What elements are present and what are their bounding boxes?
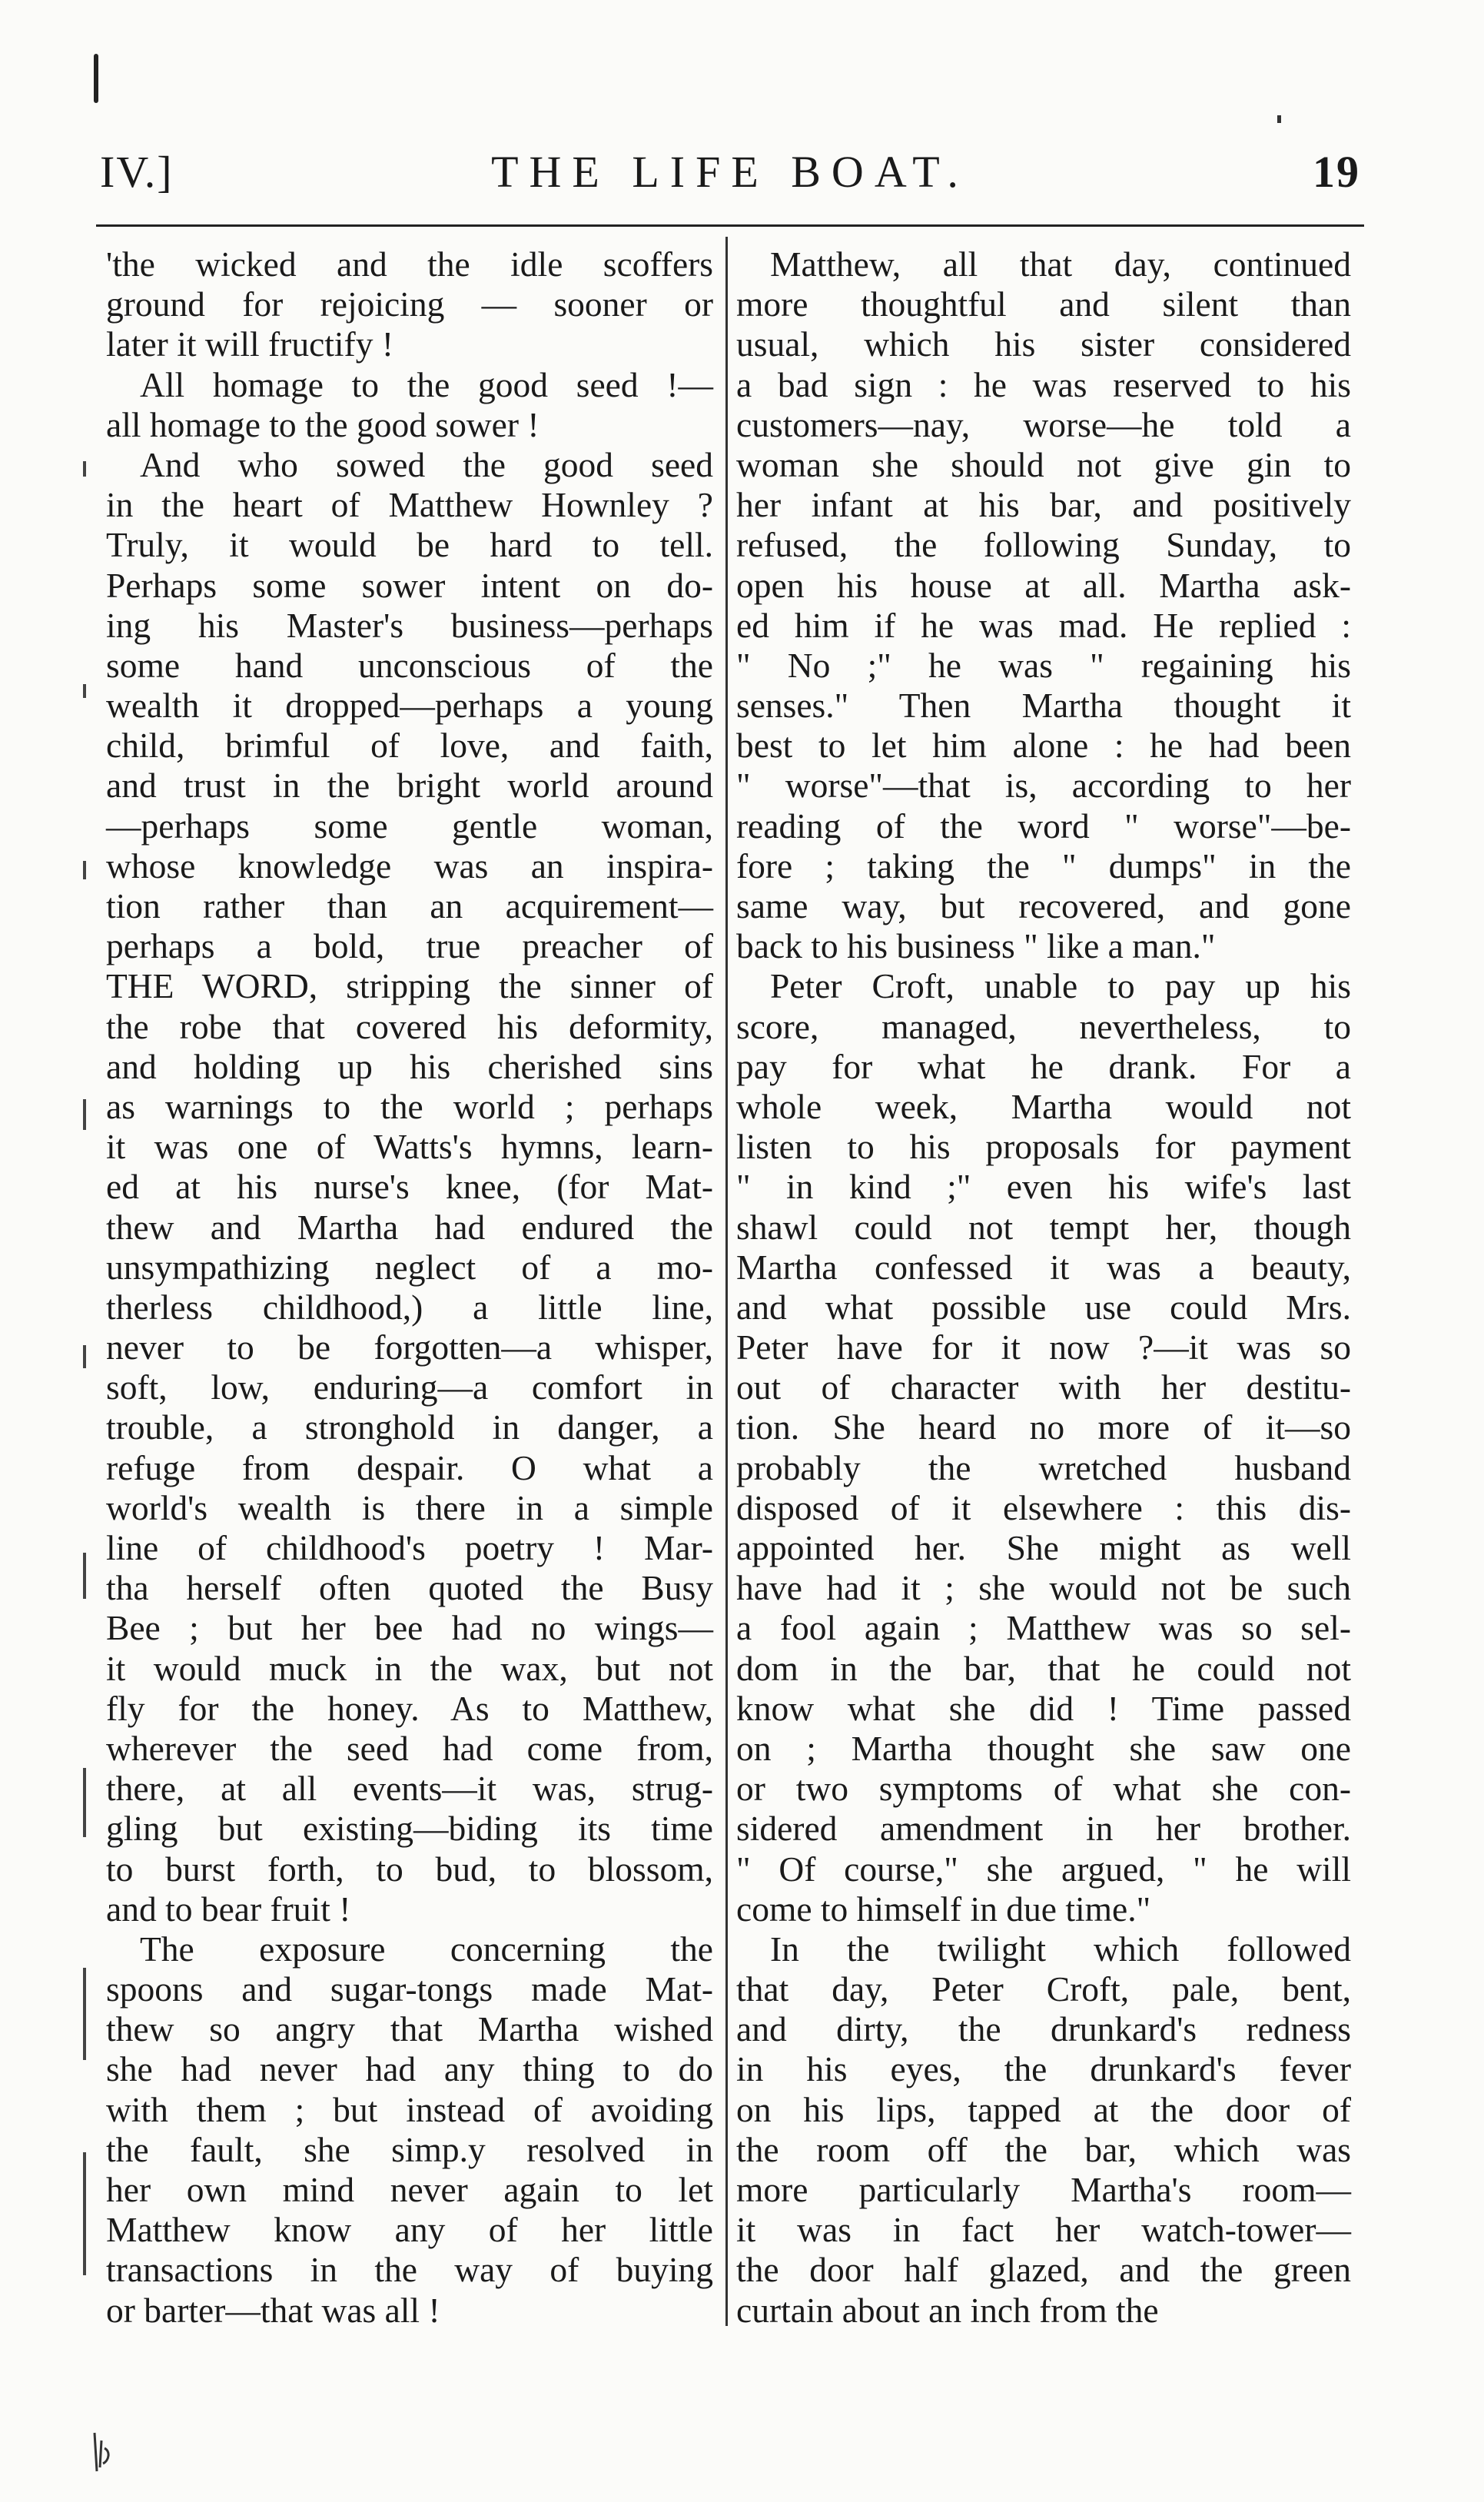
text-line: thew so angry that Martha wished — [106, 2009, 713, 2049]
text-line: it was one of Watts's hymns, learn- — [106, 1127, 713, 1167]
text-line: ground for rejoicing — sooner or — [106, 284, 713, 324]
text-line: world's wealth is there in a simple — [106, 1487, 713, 1527]
text-line: probably the wretched husband — [736, 1447, 1351, 1487]
text-line: score, managed, nevertheless, to — [736, 1006, 1351, 1046]
text-line: refused, the following Sunday, to — [736, 525, 1351, 565]
text-line: curtain about an inch from the — [736, 2290, 1159, 2330]
column-divider — [725, 237, 728, 2326]
text-line: the room off the bar, which was — [736, 2129, 1351, 2169]
text-line: senses." Then Martha thought it — [736, 686, 1351, 726]
text-line: Peter Croft, unable to pay up his — [770, 966, 1351, 1006]
text-line: ed at his nurse's knee, (for Mat- — [106, 1167, 713, 1207]
text-line: disposed of it elsewhere : this dis- — [736, 1487, 1351, 1527]
text-line: she had never had any thing to do — [106, 2049, 713, 2089]
text-line: child, brimful of love, and faith, — [106, 726, 713, 766]
page-number: 19 — [1313, 147, 1360, 197]
text-line: Matthew know any of her little — [106, 2210, 713, 2250]
text-line: tha herself often quoted the Busy — [106, 1568, 713, 1608]
text-line: and dirty, the drunkard's redness — [736, 2009, 1351, 2049]
text-line: with them ; but instead of avoiding — [106, 2089, 713, 2129]
text-line: the fault, she simp.y resolved in — [106, 2129, 713, 2169]
text-line: appointed her. She might as well — [736, 1528, 1351, 1567]
text-line: 'the wicked and the idle scoffers — [106, 244, 713, 284]
text-line: THE WORD, stripping the sinner of — [106, 966, 713, 1006]
text-line: on his lips, tapped at the door of — [736, 2089, 1351, 2129]
text-line: whose knowledge was an inspira- — [106, 846, 713, 886]
text-line: and to bear fruit ! — [106, 1889, 351, 1929]
text-line: wherever the seed had come from, — [106, 1728, 713, 1768]
text-line: to burst forth, to bud, to blossom, — [106, 1849, 713, 1889]
text-line: All homage to the good seed !— — [140, 364, 713, 404]
text-line: Truly, it would be hard to tell. — [106, 525, 713, 565]
text-line: same way, but recovered, and gone — [736, 886, 1351, 925]
left-column — [106, 244, 713, 2331]
margin-mark — [94, 54, 98, 103]
text-line: And who sowed the good seed — [140, 444, 713, 484]
text-line: listen to his proposals for payment — [736, 1127, 1351, 1167]
text-line: the door half glazed, and the green — [736, 2250, 1351, 2290]
text-line: Matthew, all that day, continued — [770, 244, 1351, 284]
text-line: shawl could not tempt her, though — [736, 1207, 1351, 1247]
text-line: dom in the bar, that he could not — [736, 1648, 1351, 1688]
text-line: in the heart of Matthew Hownley ? — [106, 485, 713, 525]
text-line: it would muck in the wax, but not — [106, 1648, 713, 1688]
text-line: usual, which his sister considered — [736, 324, 1351, 364]
text-line: some hand unconscious of the — [106, 645, 713, 685]
text-line: transactions in the way of buying — [106, 2250, 713, 2290]
text-line: " Of course," she argued, " he will — [736, 1849, 1351, 1889]
chapter-number: IV.] — [100, 147, 174, 197]
text-line: " worse"—that is, according to her — [736, 766, 1351, 806]
text-line: know what she did ! Time passed — [736, 1688, 1351, 1728]
text-line: tion. She heard no more of it—so — [736, 1407, 1351, 1447]
text-line: in his eyes, the drunkard's fever — [736, 2049, 1351, 2089]
text-line: later it will fructify ! — [106, 324, 393, 364]
text-line: fly for the honey. As to Matthew, — [106, 1688, 713, 1728]
text-line: Peter have for it now ?—it was so — [736, 1327, 1351, 1367]
right-column — [736, 244, 1351, 2331]
text-line: out of character with her destitu- — [736, 1367, 1351, 1407]
text-line: all homage to the good sower ! — [106, 404, 539, 444]
text-line: or two symptoms of what she con- — [736, 1769, 1351, 1809]
margin-scribble — [91, 2425, 137, 2479]
text-line: and what possible use could Mrs. — [736, 1287, 1351, 1327]
binding-marks — [83, 461, 95, 2460]
text-line: and holding up his cherished sins — [106, 1046, 713, 1086]
text-line: sidered amendment in her brother. — [736, 1809, 1351, 1849]
text-line: therless childhood,) a little line, — [106, 1287, 713, 1327]
text-line: The exposure concerning the — [140, 1929, 713, 1969]
text-line: In the twilight which followed — [770, 1929, 1351, 1969]
text-line: wealth it dropped—perhaps a young — [106, 686, 713, 726]
text-line: that day, Peter Croft, pale, bent, — [736, 1969, 1351, 2009]
text-line: perhaps a bold, true preacher of — [106, 926, 713, 966]
text-line: as warnings to the world ; perhaps — [106, 1086, 713, 1126]
text-line: her own mind never again to let — [106, 2170, 713, 2209]
text-line: best to let him alone : he had been — [736, 726, 1351, 766]
text-line: fore ; taking the " dumps" in the — [736, 846, 1351, 886]
text-line: ed him if he was mad. He replied : — [736, 605, 1351, 645]
text-line: unsympathizing neglect of a mo- — [106, 1247, 713, 1287]
text-line: and trust in the bright world around — [106, 766, 713, 806]
text-line: " No ;" he was " regaining his — [736, 645, 1351, 685]
text-line: a fool again ; Matthew was so sel- — [736, 1608, 1351, 1648]
running-header — [100, 146, 1360, 208]
text-line: have had it ; she would not be such — [736, 1568, 1351, 1608]
text-line: Bee ; but her bee had no wings— — [106, 1608, 713, 1648]
text-line: gling but existing—biding its time — [106, 1809, 713, 1849]
text-line: on ; Martha thought she saw one — [736, 1728, 1351, 1768]
text-line: a bad sign : he was reserved to his — [736, 364, 1351, 404]
text-line: ing his Master's business—perhaps — [106, 605, 713, 645]
text-line: it was in fact her watch-tower— — [736, 2210, 1351, 2250]
text-line: customers—nay, worse—he told a — [736, 404, 1351, 444]
text-line: " in kind ;" even his wife's last — [736, 1167, 1351, 1207]
text-line: Martha confessed it was a beauty, — [736, 1247, 1351, 1287]
text-line: more thoughtful and silent than — [736, 284, 1351, 324]
text-line: —perhaps some gentle woman, — [106, 806, 713, 846]
header-rule — [96, 224, 1364, 227]
text-line: open his house at all. Martha ask- — [736, 565, 1351, 605]
text-line: thew and Martha had endured the — [106, 1207, 713, 1247]
text-line: tion rather than an acquirement— — [106, 886, 713, 925]
text-line: or barter—that was all ! — [106, 2290, 440, 2330]
running-title: THE LIFE BOAT. — [491, 147, 969, 197]
text-line: come to himself in due time." — [736, 1889, 1151, 1929]
text-line: soft, low, enduring—a comfort in — [106, 1367, 713, 1407]
text-line: whole week, Martha would not — [736, 1086, 1351, 1126]
text-line: back to his business " like a man." — [736, 926, 1216, 966]
text-line: line of childhood's poetry ! Mar- — [106, 1528, 713, 1567]
text-line: reading of the word " worse"—be- — [736, 806, 1351, 846]
text-line: the robe that covered his deformity, — [106, 1006, 713, 1046]
margin-dot — [1277, 115, 1281, 123]
text-line: trouble, a stronghold in danger, a — [106, 1407, 713, 1447]
text-line: pay for what he drank. For a — [736, 1046, 1351, 1086]
text-line: never to be forgotten—a whisper, — [106, 1327, 713, 1367]
text-line: her infant at his bar, and positively — [736, 485, 1351, 525]
text-line: refuge from despair. O what a — [106, 1447, 713, 1487]
text-line: Perhaps some sower intent on do- — [106, 565, 713, 605]
text-line: more particularly Martha's room— — [736, 2170, 1351, 2209]
text-line: spoons and sugar-tongs made Mat- — [106, 1969, 713, 2009]
text-line: woman she should not give gin to — [736, 444, 1351, 484]
text-line: there, at all events—it was, strug- — [106, 1769, 713, 1809]
